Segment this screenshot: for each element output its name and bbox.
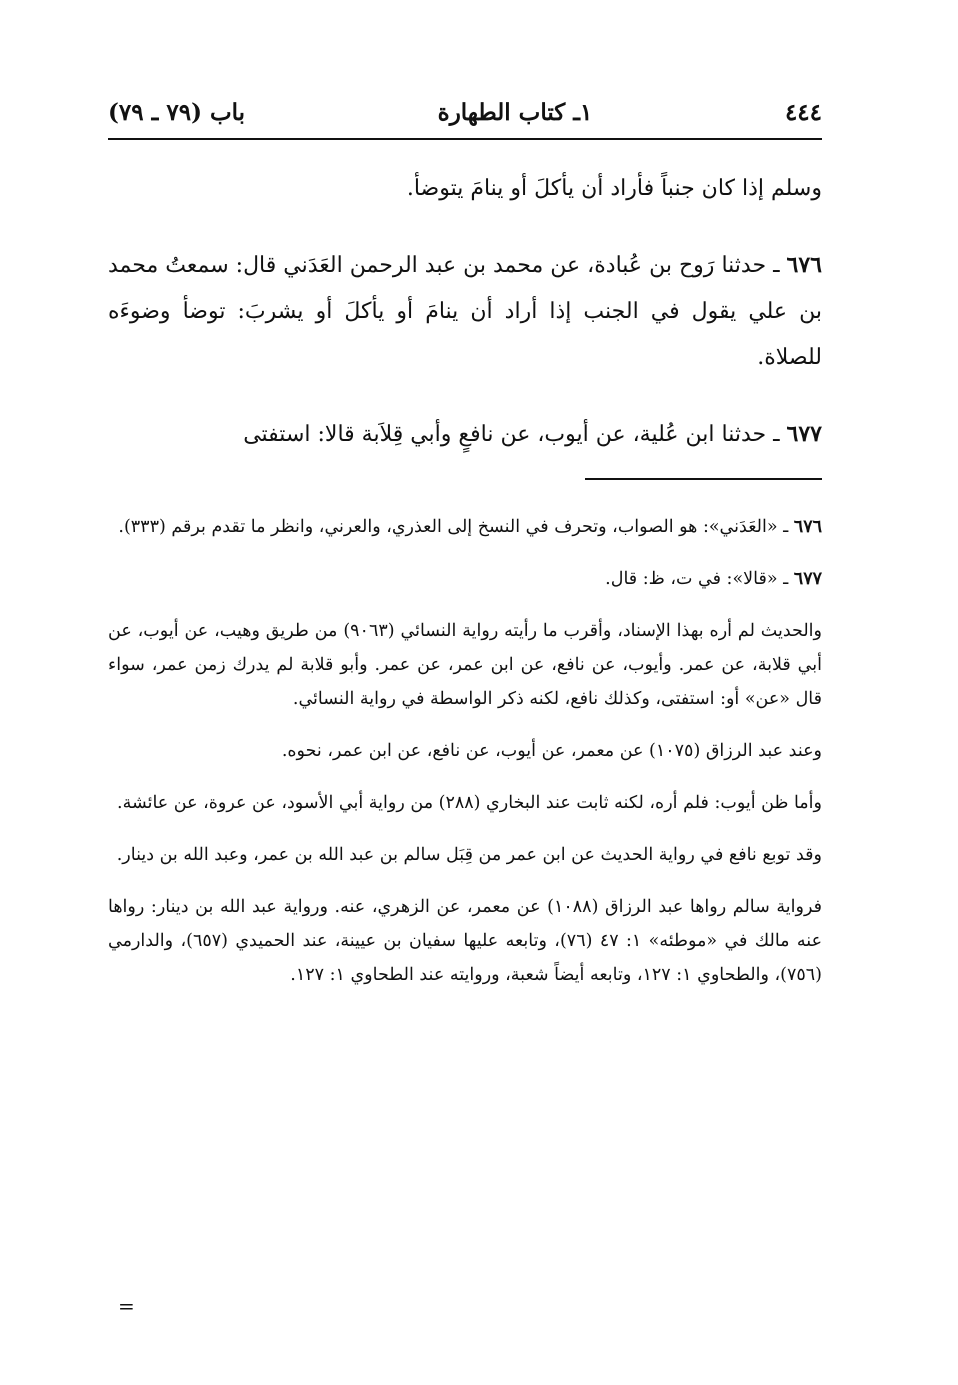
hadith-number: ٦٧٧ [786, 421, 822, 447]
footnote-677 [108, 562, 822, 596]
book-title: ١ـ كتاب الطهارة [437, 98, 593, 126]
footnote-paragraph: والحديث لم أره بهذا الإسناد، وأقرب ما رأيته رواية النسائي (٩٠٦٣) من طريق وهيب، عن أيوب، عن أبي قلابة، عن عمر. وأيوب، عن نافع، عن ابن عمر، عن عمر. وأبو قلابة لم يدرك زمن عمر، سواء قال «عن» أو: استفتى، وكذلك نافع، لكنه ذكر الواسطة في رواية النسائي. [108, 621, 822, 709]
continuation-mark: = [118, 1294, 135, 1318]
footnote-paragraph: وعند عبد الرزاق (١٠٧٥) عن معمر، عن أيوب، عن نافع، عن ابن عمر، نحوه. [281, 741, 822, 761]
main-text [108, 166, 822, 488]
hadith-text: ـ حدثنا ابن عُلية، عن أيوب، عن نافعٍ وأبي قِلاَبة قالا: استفتى [243, 422, 787, 447]
footnote-number: ٦٧٦ [793, 517, 822, 537]
page-header [108, 92, 822, 132]
hadith-676 [108, 242, 822, 381]
footnote-number: ٦٧٧ [793, 569, 822, 589]
chapter-title: باب (٧٩ ـ ٧٩) [108, 98, 246, 126]
main-paragraph: وسلم إذا كان جنباً فأراد أن يأكلَ أو ينامَ يتوضأ. [406, 176, 822, 201]
page-number: ٤٤٤ [784, 98, 822, 126]
footnotes [108, 510, 822, 1010]
hadith-677 [108, 411, 822, 458]
hadith-text: ـ حدثنا رَوح بن عُبادة، عن محمد بن عبد الرحمن العَدَني قال: سمعتُ محمد بن علي يقول في الجنب إذا أراد أن ينامَ أو يأكلَ أو يشربَ: توضأ وضوءَه للصلاة. [108, 253, 822, 370]
footnote-rule [585, 478, 822, 480]
header-rule [108, 138, 822, 140]
hadith-number: ٦٧٦ [786, 252, 822, 278]
footnote-paragraph: وأما ظن أيوب: فلم أره، لكنه ثابت عند البخاري (٢٨٨) من رواية أبي الأسود، عن عروة، عن عائشة. [117, 793, 822, 813]
footnote-text: ـ «قالا»: في ت، ظ: قال. [605, 569, 794, 589]
footnote-paragraph: وقد توبع نافع في رواية الحديث عن ابن عمر من قِبَل سالم بن عبد الله بن عمر، وعبد الله بن دينار. [116, 845, 822, 865]
footnote-text: ـ «العَدَني»: هو الصواب، وتحرف في النسخ إلى العذري، والعرني، وانظر ما تقدم برقم (٣٣٣). [118, 517, 794, 537]
footnote-676 [108, 510, 822, 544]
footnote-paragraph: فرواية سالم رواها عبد الرزاق (١٠٨٨) عن معمر، عن الزهري، عنه. ورواية عبد الله بن دينار: رواها عنه مالك في «موطئه» ١: ٤٧ (٧٦)، وتابعه عليها سفيان بن عيينة، عند الحميدي (٦٥٧)، والدارمي (٧٥٦)، والطحاوي ١: ١٢٧، وتابعه أيضاً شعبة، وروايته عند الطحاوي ١: ١٢٧. [108, 897, 823, 985]
